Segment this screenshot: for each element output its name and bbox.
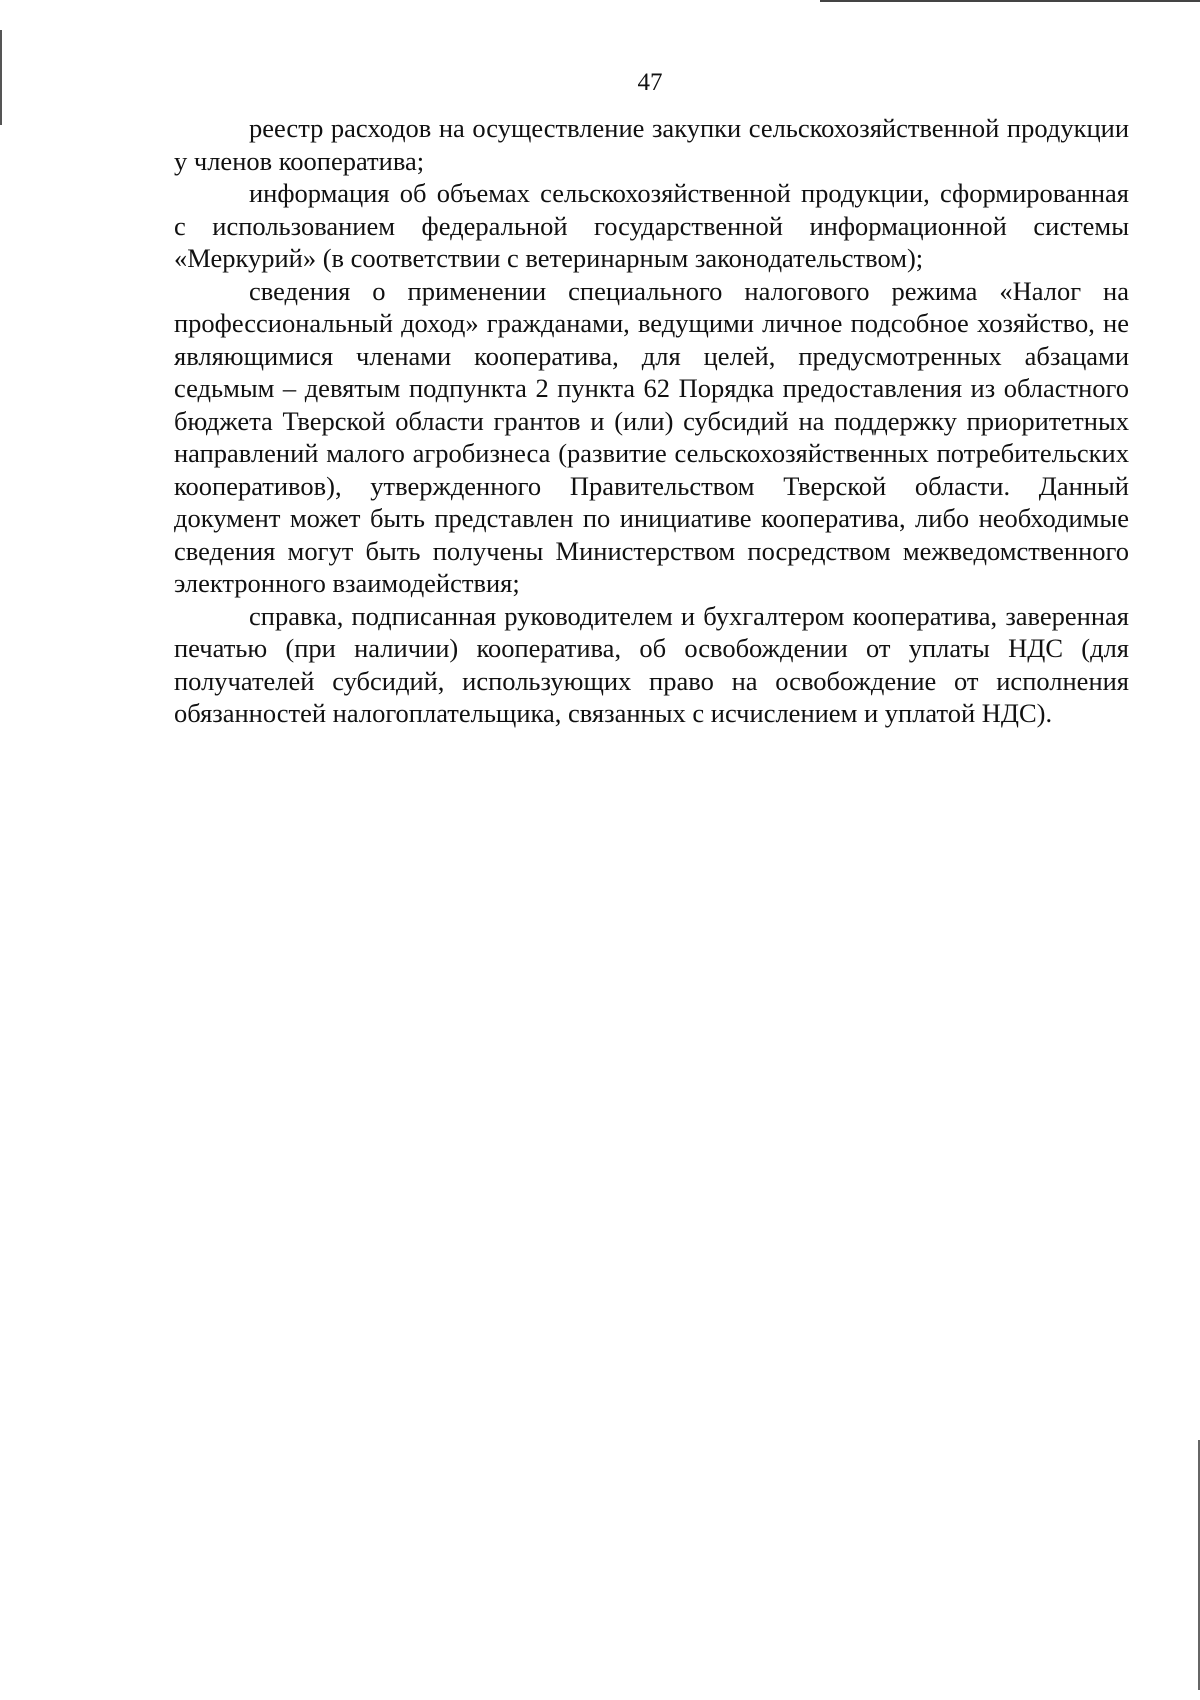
paragraph-expense-register: реестр расходов на осуществление закупки сельскохозяйственной продукции у членов кооператива; — [174, 113, 1129, 176]
paragraph-vat-certificate: справка, подписанная руководителем и бухгалтером кооператива, заверенная печатью (при наличии) кооператива, об освобождении от уплаты НДС (для получателей субсидий, использующих право на освобождение от исполнения обязанностей налогоплательщика, связанных с исчислением и уплатой НДС). — [174, 600, 1129, 728]
body-text — [174, 112, 1129, 730]
paragraph-mercury-info: информация об объемах сельскохозяйственной продукции, сформированная с использованием федеральной государственной информационной системы «Меркурий» (в соответствии с ветеринарным законодательством); — [174, 178, 1129, 273]
page-number: 47 — [637, 69, 663, 96]
scan-edge-top — [820, 0, 1200, 2]
paragraph-tax-regime-info: сведения о применении специального налогового режима «Налог на профессиональный доход» гражданами, ведущими личное подсобное хозяйство, не являющимися членами кооператива, для целей, предусмотренных абзацами седьмым – девятым подпункта 2 пункта 62 Порядка предоставления из областного бюджета Тверской области грантов и (или) субсидий на поддержку приоритетных направлений малого агробизнеса (развитие сельскохозяйственных потребительских кооперативов), утвержденного Правительством Тверской области. Данный документ может быть представлен по инициативе кооператива, либо необходимые сведения могут быть получены Министерством посредством межведомственного электронного взаимодействия; — [174, 275, 1129, 598]
